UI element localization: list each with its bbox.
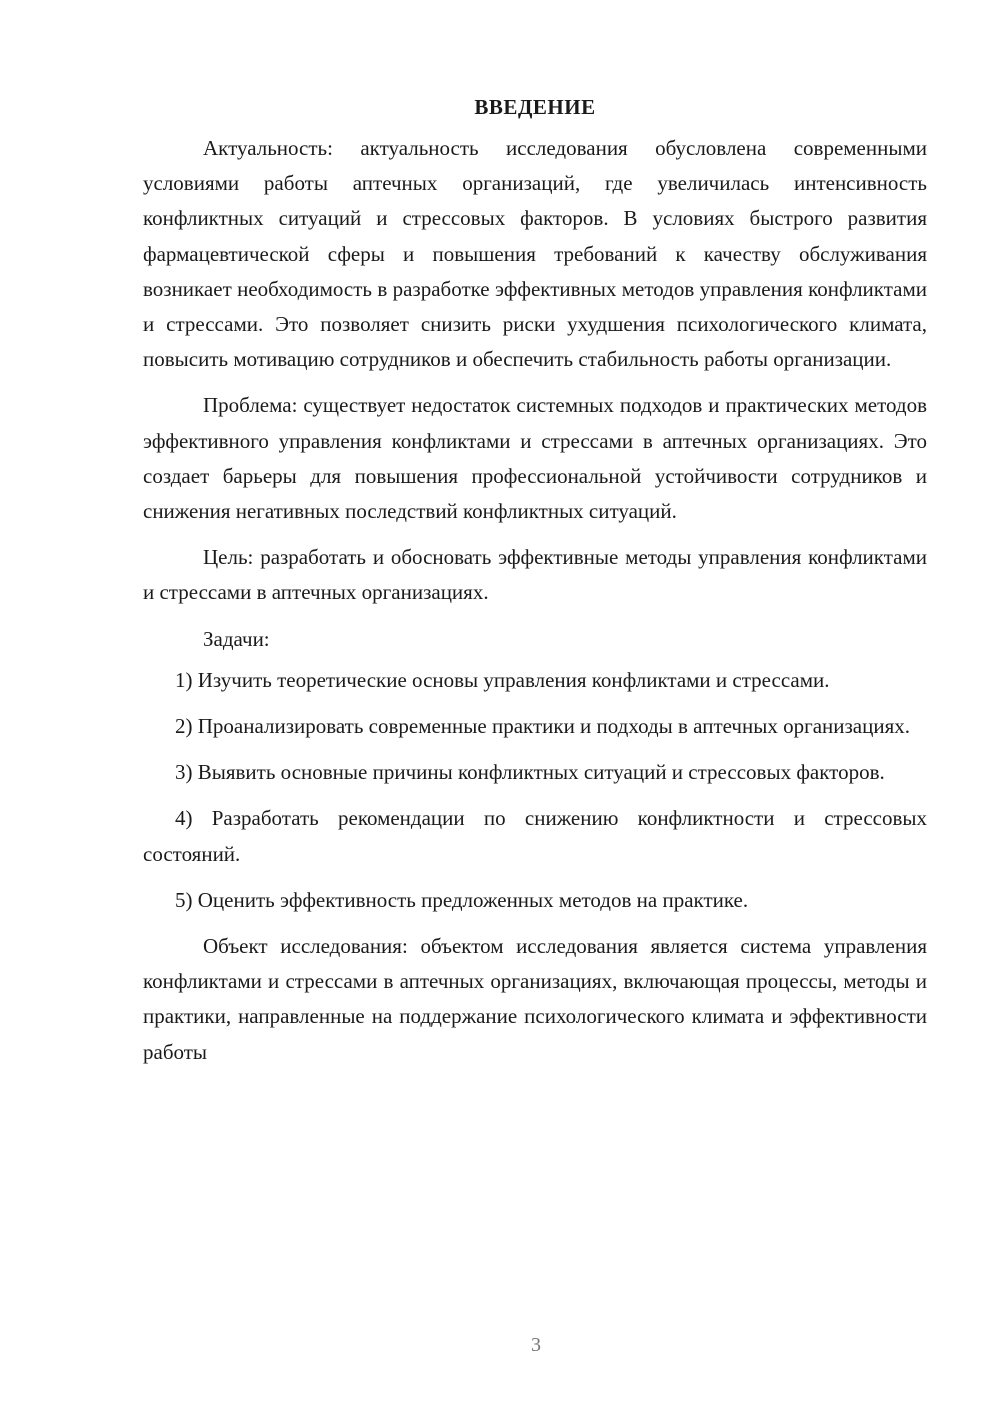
task-item-2: 2) Проанализировать современные практики и подходы в аптечных организациях. — [175, 714, 910, 739]
paragraph-goal: Цель: разработать и обосновать эффективные методы управления конфликтами и стрессами в аптечных организациях. — [143, 545, 927, 605]
tasks-heading: Задачи: — [203, 626, 270, 651]
section-title: ВВЕДЕНИЕ — [474, 95, 596, 119]
task-item-1: 1) Изучить теоретические основы управления конфликтами и стрессами. — [175, 667, 830, 692]
page-number: 3 — [531, 1334, 541, 1356]
paragraph-object: Объект исследования: объектом исследования является система управления конфликтами и стрессами в аптечных организациях, включающая процессы, методы и практики, направленные на поддержание психологического климата и эффективности работы — [143, 934, 927, 1064]
task-item-4: 4) Разработать рекомендации по снижению конфликтности и стрессовых состояний. — [143, 806, 927, 866]
paragraph-problem: Проблема: существует недостаток системных подходов и практических методов эффективного управления конфликтами и стрессами в аптечных организациях. Это создает барьеры для повышения профессиональной устойчивости сотрудников и снижения негативных последствий конфликтных ситуаций. — [143, 393, 927, 524]
tasks-list — [143, 663, 927, 918]
document-body — [143, 92, 927, 1081]
task-item-3: 3) Выявить основные причины конфликтных ситуаций и стрессовых факторов. — [175, 760, 885, 785]
paragraph-relevance: Актуальность: актуальность исследования обусловлена современными условиями работы аптечных организаций, где увеличилась интенсивность конфликтных ситуаций и стрессовых факторов. В условиях быстрого развития фармацевтической сферы и повышения требований к качеству обслуживания возникает необходимость в разработке эффективных методов управления конфликтами и стрессами. Это позволяет снизить риски ухудшения психологического климата, повысить мотивацию сотрудников и обеспечить стабильность работы организации. — [143, 136, 927, 372]
task-item-5: 5) Оценить эффективность предложенных методов на практике. — [175, 887, 749, 912]
